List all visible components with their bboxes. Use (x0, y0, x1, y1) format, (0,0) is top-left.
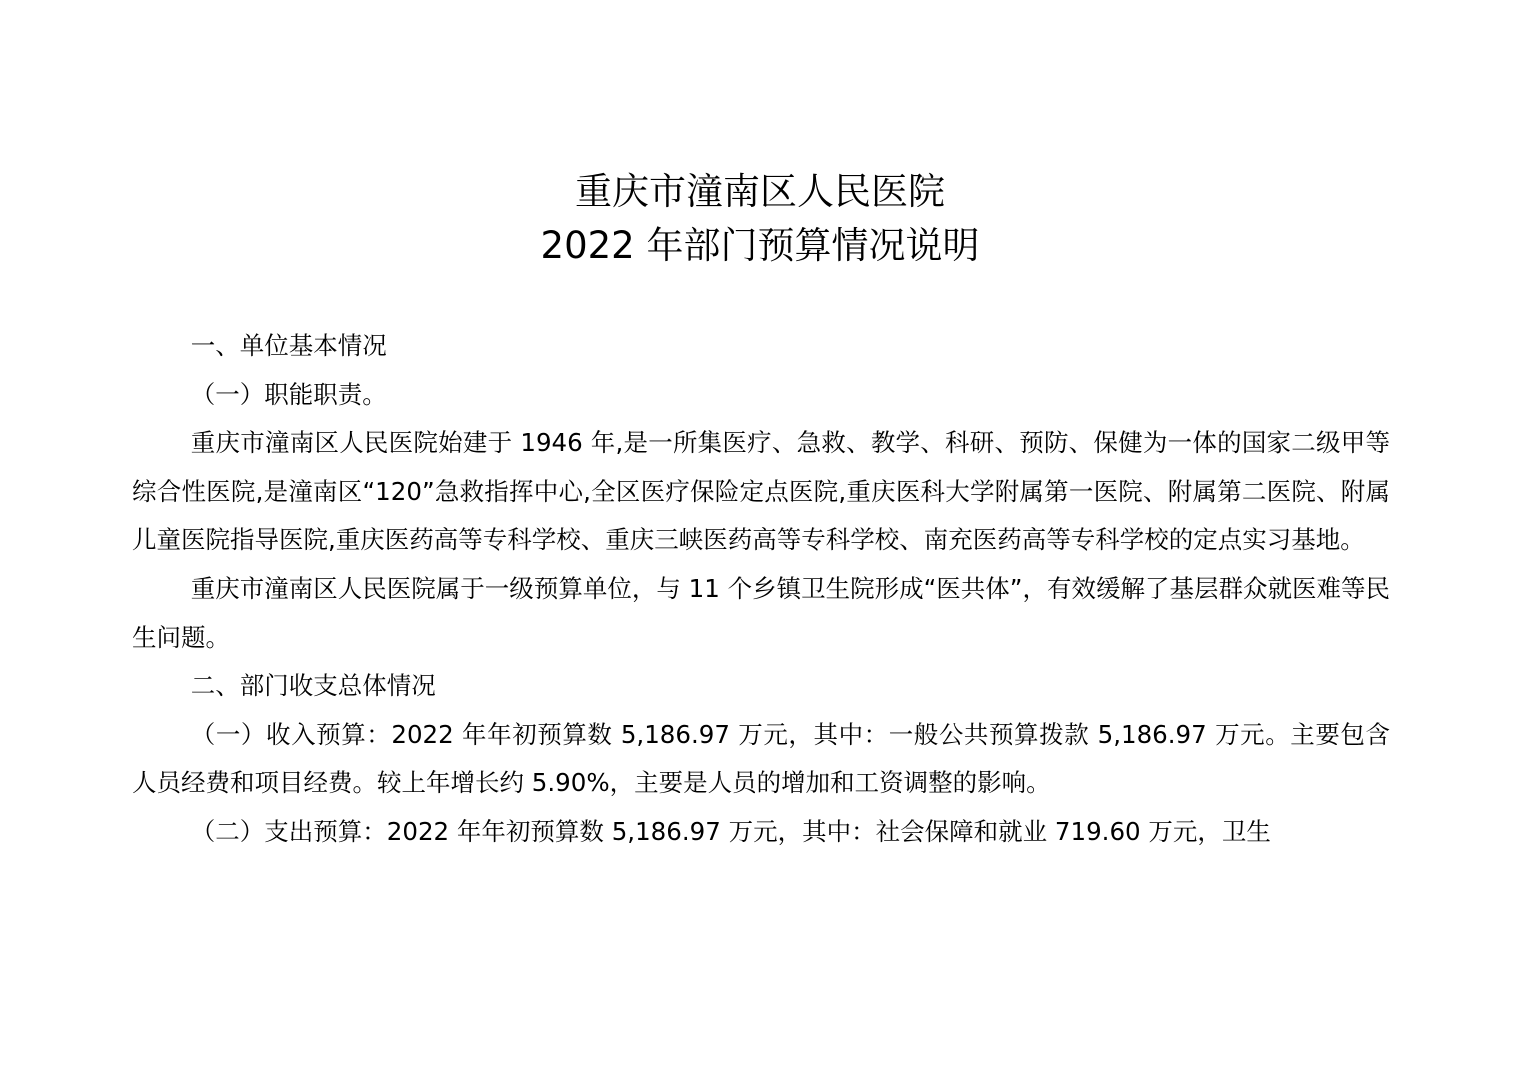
subsection-heading-duties: （一）职能职责。 (190, 379, 387, 409)
document-title: 重庆市潼南区人民医院 (575, 170, 945, 213)
document-subtitle: 2022 年部门预算情况说明 (540, 224, 980, 267)
paragraph-revenue-budget: （一）收入预算：2022 年年初预算数 5,186.97 万元，其中：一般公共预算拨款 5,186.97 万元。主要包含人员经费和项目经费。较上年增长约 5.90%，主要是人员的增加和工资调整的影响。 (132, 719, 1390, 798)
paragraph-budget-unit: 重庆市潼南区人民医院属于一级预算单位，与 11 个乡镇卫生院形成“医共体”，有效缓解了基层群众就医难等民生问题。 (132, 573, 1390, 652)
section-heading-unit-basics: 一、单位基本情况 (190, 331, 387, 360)
paragraph-hospital-intro: 重庆市潼南区人民医院始建于 1946 年,是一所集医疗、急救、教学、科研、预防、保健为一体的国家二级甲等综合性医院,是潼南区“120”急救指挥中心,全区医疗保险定点医院,重庆医科大学附属第一医院、附属第二医院、附属儿童医院指导医院,重庆医药高等专科学校、重庆三峡医药高等专科学校、南充医药高等专科学校的定点实习基地。 (132, 428, 1390, 555)
paragraph-expenditure-budget: （二）支出预算：2022 年年初预算数 5,186.97 万元，其中：社会保障和就业 719.60 万元，卫生 (190, 816, 1271, 846)
section-heading-revenue-expenditure: 二、部门收支总体情况 (190, 671, 436, 701)
document-body (132, 322, 1390, 857)
